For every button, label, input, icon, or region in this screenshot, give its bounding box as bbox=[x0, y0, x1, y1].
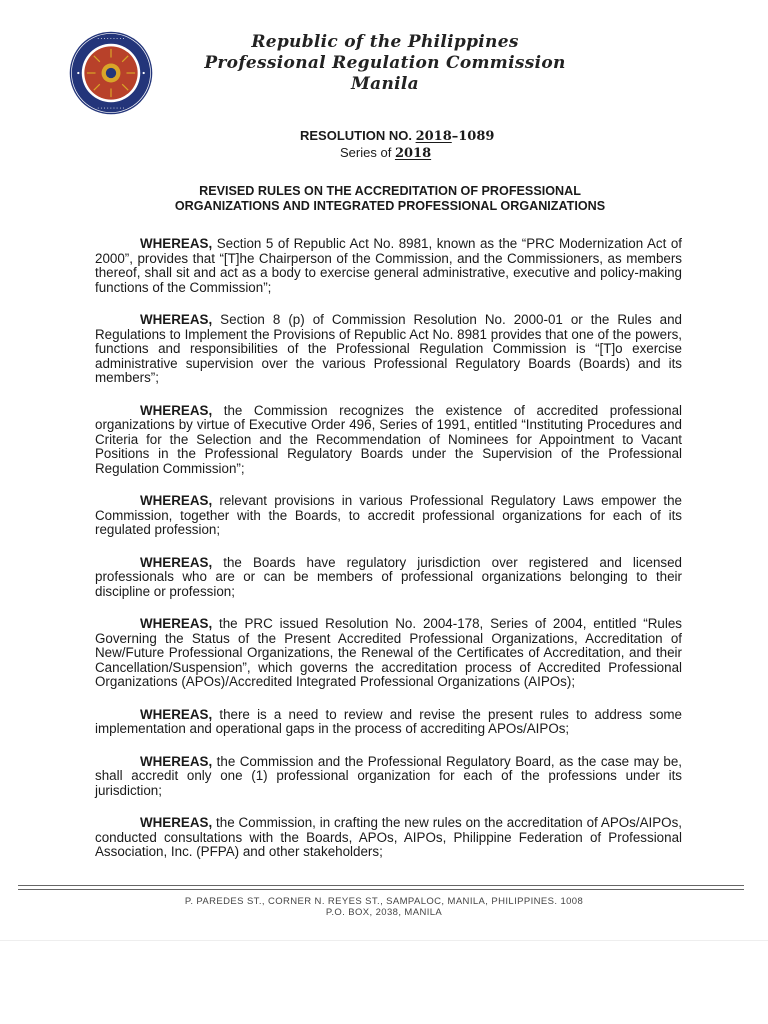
resolution-number-line bbox=[300, 128, 600, 145]
whereas-keyword: WHEREAS, bbox=[140, 706, 213, 722]
paragraph-text: relevant provisions in various Professional Regulatory Laws empower the Commission, together with the Boards, to accredit professional organizations for each of its regulated profession; bbox=[95, 493, 682, 537]
resolution-number-seq: –1089 bbox=[451, 129, 495, 144]
footer-divider bbox=[18, 885, 744, 886]
resolution-series-line bbox=[300, 145, 600, 162]
scan-edge-line bbox=[0, 940, 768, 941]
letterhead-country: Republic of the Philippines bbox=[251, 32, 519, 52]
paragraph-text: Section 5 of Republic Act No. 8981, known as the “PRC Modernization Act of 2000”, provides that “[T]he Chairperson of the Commission, and the Commissioners, as members thereof, shall sit and act as a body to exercise general administrative, executive and policy-making functions of the Commission”; bbox=[95, 236, 682, 295]
title-line-1: REVISED RULES ON THE ACCREDITATION OF PROFESSIONAL bbox=[199, 184, 581, 198]
paragraph-text: the PRC issued Resolution No. 2004-178, Series of 2004, entitled “Rules Governing the Status of the Present Accredited Professional Organizations, Accreditation of New/Future Professional Organizations, the Renewal of the Certificates of Accreditation, and their Cancellation/Suspension”, which governs the accreditation process of Accredited Professional Organizations (APOs)/Accredited Integrated Professional Organizations (AIPOs); bbox=[95, 616, 682, 689]
svg-text:· · · · · · · · ·: · · · · · · · · · bbox=[97, 105, 125, 112]
paragraph-text: Section 8 (p) of Commission Resolution No. 2000-01 or the Rules and Regulations to Implement the Provisions of Republic Act No. 8981 provides that one of the powers, functions and responsibilities of the Professional Regulation Commission is “[T]o exercise administrative supervision over the various Professional Regulatory Boards (Boards) and its members”; bbox=[95, 312, 682, 385]
footer-divider bbox=[18, 889, 744, 890]
whereas-keyword: WHEREAS, bbox=[140, 753, 213, 769]
series-label: Series of bbox=[340, 145, 392, 160]
paragraph-text: there is a need to review and revise the present rules to address some implementation and operational gaps in the process of accrediting APOs/AIPOs; bbox=[95, 706, 682, 736]
document-title bbox=[110, 184, 670, 214]
whereas-keyword: WHEREAS, bbox=[140, 236, 213, 251]
whereas-keyword: WHEREAS, bbox=[140, 554, 213, 570]
whereas-keyword: WHEREAS, bbox=[140, 402, 213, 418]
whereas-keyword: WHEREAS, bbox=[140, 815, 213, 830]
footer-address bbox=[0, 896, 768, 918]
whereas-paragraph bbox=[95, 494, 682, 538]
paragraph-text: the Commission and the Professional Regulatory Board, as the case may be, shall accredit only one (1) professional organization for each of the professions under its jurisdiction; bbox=[95, 753, 682, 798]
paragraph-text: the Commission, in crafting the new rules on the accreditation of APOs/AIPOs, conducted consultations with the Boards, APOs, AIPOs, Philippine Federation of Professional Association, Inc. (PFPA) and other stakeholders; bbox=[95, 815, 682, 859]
whereas-keyword: WHEREAS, bbox=[140, 312, 213, 327]
whereas-paragraph bbox=[95, 755, 682, 799]
whereas-paragraph bbox=[95, 313, 682, 386]
letterhead-city: Manila bbox=[351, 74, 419, 94]
svg-text:· · · · · · · · ·: · · · · · · · · · bbox=[97, 36, 125, 43]
whereas-paragraph bbox=[95, 617, 682, 690]
letterhead bbox=[160, 32, 610, 95]
whereas-paragraph bbox=[95, 708, 682, 737]
footer-address-line-2: P.O. BOX, 2038, MANILA bbox=[325, 907, 443, 918]
letterhead-agency: Professional Regulation Commission bbox=[204, 53, 566, 73]
resolution-header bbox=[300, 128, 600, 162]
resolution-label: RESOLUTION NO. bbox=[300, 128, 412, 143]
paragraph-text: the Boards have regulatory jurisdiction over registered and licensed professionals who are or can be members of professional organizations belonging to their discipline or profession; bbox=[95, 554, 682, 599]
whereas-paragraph bbox=[95, 404, 682, 477]
paragraph-text: the Commission recognizes the existence of accredited professional organizations by virtue of Executive Order 496, Series of 1991, entitled “Instituting Procedures and Criteria for the Selection and the Recommendation of Nominees for Appointment to Vacant Positions in the Professional Regulatory Boards under the Supervision of the Professional Regulation Commission”; bbox=[95, 402, 682, 476]
whereas-paragraph bbox=[95, 816, 682, 860]
whereas-keyword: WHEREAS, bbox=[140, 616, 213, 631]
footer-address-line-1: P. PAREDES ST., CORNER N. REYES ST., SAMPALOC, MANILA, PHILIPPINES. 1008 bbox=[184, 896, 584, 907]
document-body bbox=[95, 237, 682, 878]
resolution-number-year: 2018 bbox=[415, 129, 452, 144]
whereas-paragraph bbox=[95, 237, 682, 295]
title-line-2: ORGANIZATIONS AND INTEGRATED PROFESSIONAL ORGANIZATIONS bbox=[174, 199, 606, 213]
whereas-keyword: WHEREAS, bbox=[140, 493, 213, 508]
series-value: 2018 bbox=[394, 146, 432, 161]
prc-seal-logo bbox=[68, 30, 154, 116]
seal-graphic bbox=[68, 30, 154, 116]
whereas-paragraph bbox=[95, 556, 682, 600]
